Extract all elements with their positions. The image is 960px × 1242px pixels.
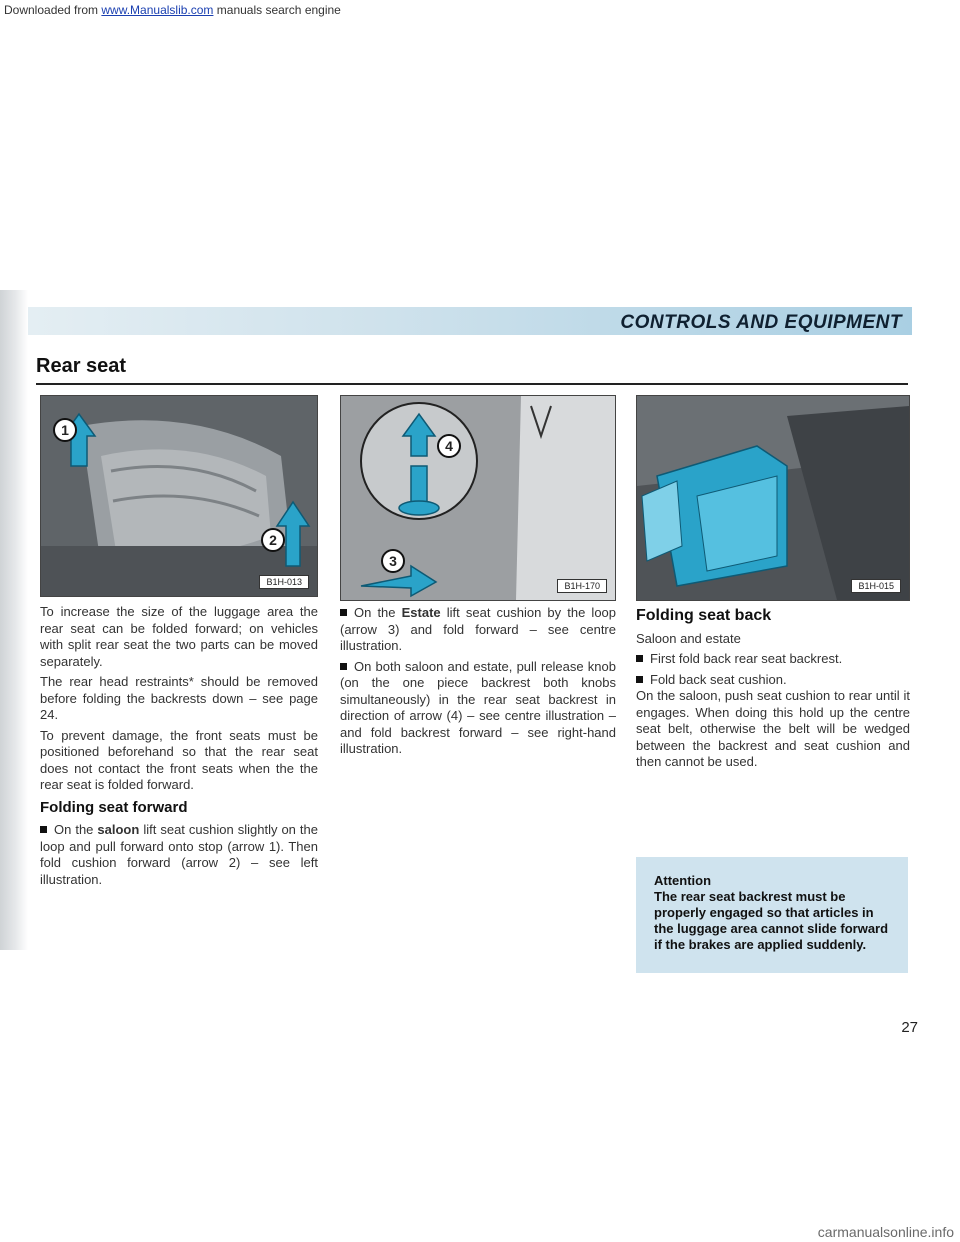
figure-code: B1H-015 [851, 579, 901, 593]
bullet-estate [340, 605, 616, 655]
figure-code: B1H-170 [557, 579, 607, 593]
bullet-text-post: lift seat cushion by the loop (arrow 3) and fold forward – see centre illustration. [340, 605, 617, 653]
middle-column [340, 605, 616, 762]
attention-text: The rear seat backrest must be properly engaged so that articles in the luggage area cannot slide forward if the brakes are applied suddenly. [654, 889, 889, 952]
header-title: CONTROLS AND EQUIPMENT [620, 312, 902, 333]
bullet-square [636, 676, 643, 683]
bullet-release-knob [340, 659, 616, 758]
bullet-text: Fold back seat cushion. [650, 671, 787, 687]
section-rule [36, 383, 908, 385]
callout-2: 2 [261, 528, 285, 552]
section-title: Rear seat [36, 355, 127, 377]
callout-3: 3 [381, 549, 405, 573]
bullet-text: On both saloon and estate, pull release knob (on the one piece backrest both knobs simultaneously) in the rear seat backrest in direction of arrow (4) – see centre illustration – and fold backrest forward – see right-hand illustration. [340, 658, 616, 756]
manualslib-link[interactable]: www.Manualslib.com [101, 3, 214, 17]
paragraph-head-restraints: The rear head restraints* should be removed before folding the backrests down – see page 24. [40, 674, 318, 722]
bullet-fold-backrest [636, 651, 910, 668]
seat-cushion-illustration [41, 396, 317, 596]
bullet-saloon [40, 822, 318, 888]
figure-folded-seat [636, 395, 910, 601]
footer-watermark: carmanualsonline.info [817, 1224, 954, 1240]
backrest-knob-illustration [341, 396, 615, 600]
bullet-text-pre: On the [54, 822, 98, 837]
bullet-text: First fold back rear seat backrest. [650, 651, 843, 666]
download-prefix: Downloaded from [4, 3, 102, 17]
bullet-text-pre: On the [354, 605, 402, 620]
intro-saloon-estate: Saloon and estate [636, 630, 741, 646]
page-edge-shadow [0, 290, 28, 950]
figure-seat-cushion [40, 395, 318, 597]
figure-backrest-knob [340, 395, 616, 601]
bullet-fold-cushion [636, 672, 910, 689]
right-column [636, 606, 910, 775]
download-source-line [4, 3, 341, 17]
callout-4: 4 [437, 434, 461, 458]
footer [0, 1222, 960, 1242]
subheading-folding-forward: Folding seat forward [40, 798, 188, 816]
callout-1: 1 [53, 418, 77, 442]
folded-seat-illustration [637, 396, 909, 600]
bullet-text-post: lift seat cushion slightly on the loop and pull forward onto stop (arrow 1). Then fold cushion forward (arrow 2) – see left illustration. [40, 822, 318, 887]
attention-box [636, 857, 908, 973]
download-suffix: manuals search engine [213, 3, 341, 17]
bullet-square [340, 663, 347, 670]
bullet-square [340, 609, 347, 616]
paragraph-intro: To increase the size of the luggage area the rear seat can be folded forward; on vehicles with split rear seat the two parts can be moved separately. [40, 604, 318, 669]
bullet-text-bold: Estate [401, 605, 441, 620]
attention-title: Attention [654, 873, 712, 888]
figure-code: B1H-013 [259, 575, 309, 589]
paragraph-saloon-push: On the saloon, push seat cushion to rear until it engages. When doing this hold up the centre seat belt, otherwise the belt will be wedged between the backrest and seat cushion and then cannot be used. [636, 688, 910, 769]
bullet-square [636, 655, 643, 662]
attention-content [654, 873, 894, 953]
bullet-square [40, 826, 47, 833]
left-column [40, 604, 318, 892]
subheading-folding-back: Folding seat back [636, 607, 772, 624]
page-number: 27 [901, 1019, 918, 1036]
bullet-text-bold: saloon [97, 822, 140, 837]
paragraph-prevent-damage: To prevent damage, the front seats must be positioned beforehand so that the rear seat does not contact the front seats when the the rear seat is folded forward. [40, 727, 318, 792]
